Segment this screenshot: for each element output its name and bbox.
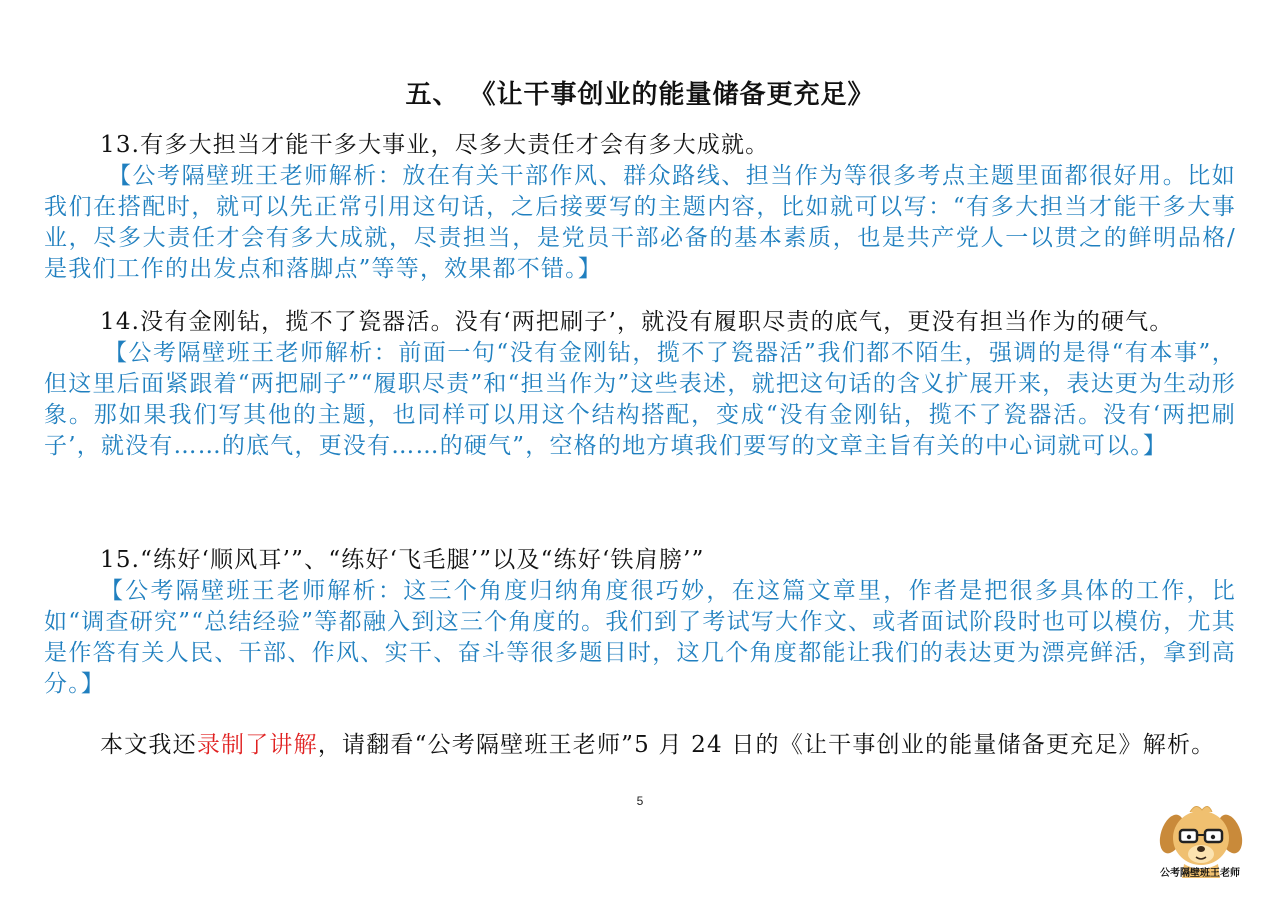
item-15 [44,545,1236,700]
recorded-explanation-highlight: 录制了讲解 [196,732,318,758]
logo-caption: 公考隔壁班王老师 [1160,868,1240,879]
section-title: 五、 《让干事创业的能量储备更充足》 [405,80,875,110]
quote-text: 15.“练好‘顺风耳’”、“练好‘飞毛腿’”以及“练好‘铁肩膀’” [100,547,705,573]
quote-text: 13.有多大担当才能干多大事业，尽多大责任才会有多大成就。 [100,132,770,158]
footer-note-prefix: 本文我还 [100,732,197,758]
analysis-text: 【公考隔壁班王老师解析：这三个角度归纳角度很巧妙，在这篇文章里，作者是把很多具体的工作，比如“调查研究”“总结经验”等都融入到这三个角度的。我们到了考试写大作文、或者面试阶段时也可以模仿，尤其是作答有关人民、干部、作风、实干、奋斗等很多题目时，这几个角度都能让我们的表达更为漂亮鲜活，拿到高分。】 [44,578,1236,697]
item-14 [44,307,1236,462]
analysis-text: 【公考隔壁班王老师解析：放在有关干部作风、群众路线、担当作为等很多考点主题里面都很好用。比如我们在搭配时，就可以先正常引用这句话，之后接要写的主题内容，比如就可以写：“有多大担当才能干多大事业，尽多大责任才会有多大成就，尽责担当，是党员干部必备的基本素质，也是共产党人一以贯之的鲜明品格/是我们工作的出发点和落脚点”等等，效果都不错。】 [44,163,1236,282]
footer-note-suffix: ，请翻看“公考隔壁班王老师”5 月 24 日的《让干事创业的能量储备更充足》解析。 [317,732,1216,758]
analysis-text: 【公考隔壁班王老师解析：前面一句“没有金刚钻，揽不了瓷器活”我们都不陌生，强调的是得“有本事”，但这里后面紧跟着“两把刷子”“履职尽责”和“担当作为”这些表述，就把这句话的含义扩展开来，表达更为生动形象。那如果我们写其他的主题，也同样可以用这个结构搭配，变成“没有金刚钻，揽不了瓷器活。没有‘两把刷子’，就没有……的底气，更没有……的硬气”，空格的地方填我们要写的文章主旨有关的中心词就可以。】 [44,340,1236,459]
quote-text: 14.没有金刚钻，揽不了瓷器活。没有‘两把刷子’，就没有履职尽责的底气，更没有担当作为的硬气。 [100,309,1174,335]
footer-note [44,730,1236,761]
page-number: 5 [636,794,644,808]
item-13 [44,130,1236,285]
